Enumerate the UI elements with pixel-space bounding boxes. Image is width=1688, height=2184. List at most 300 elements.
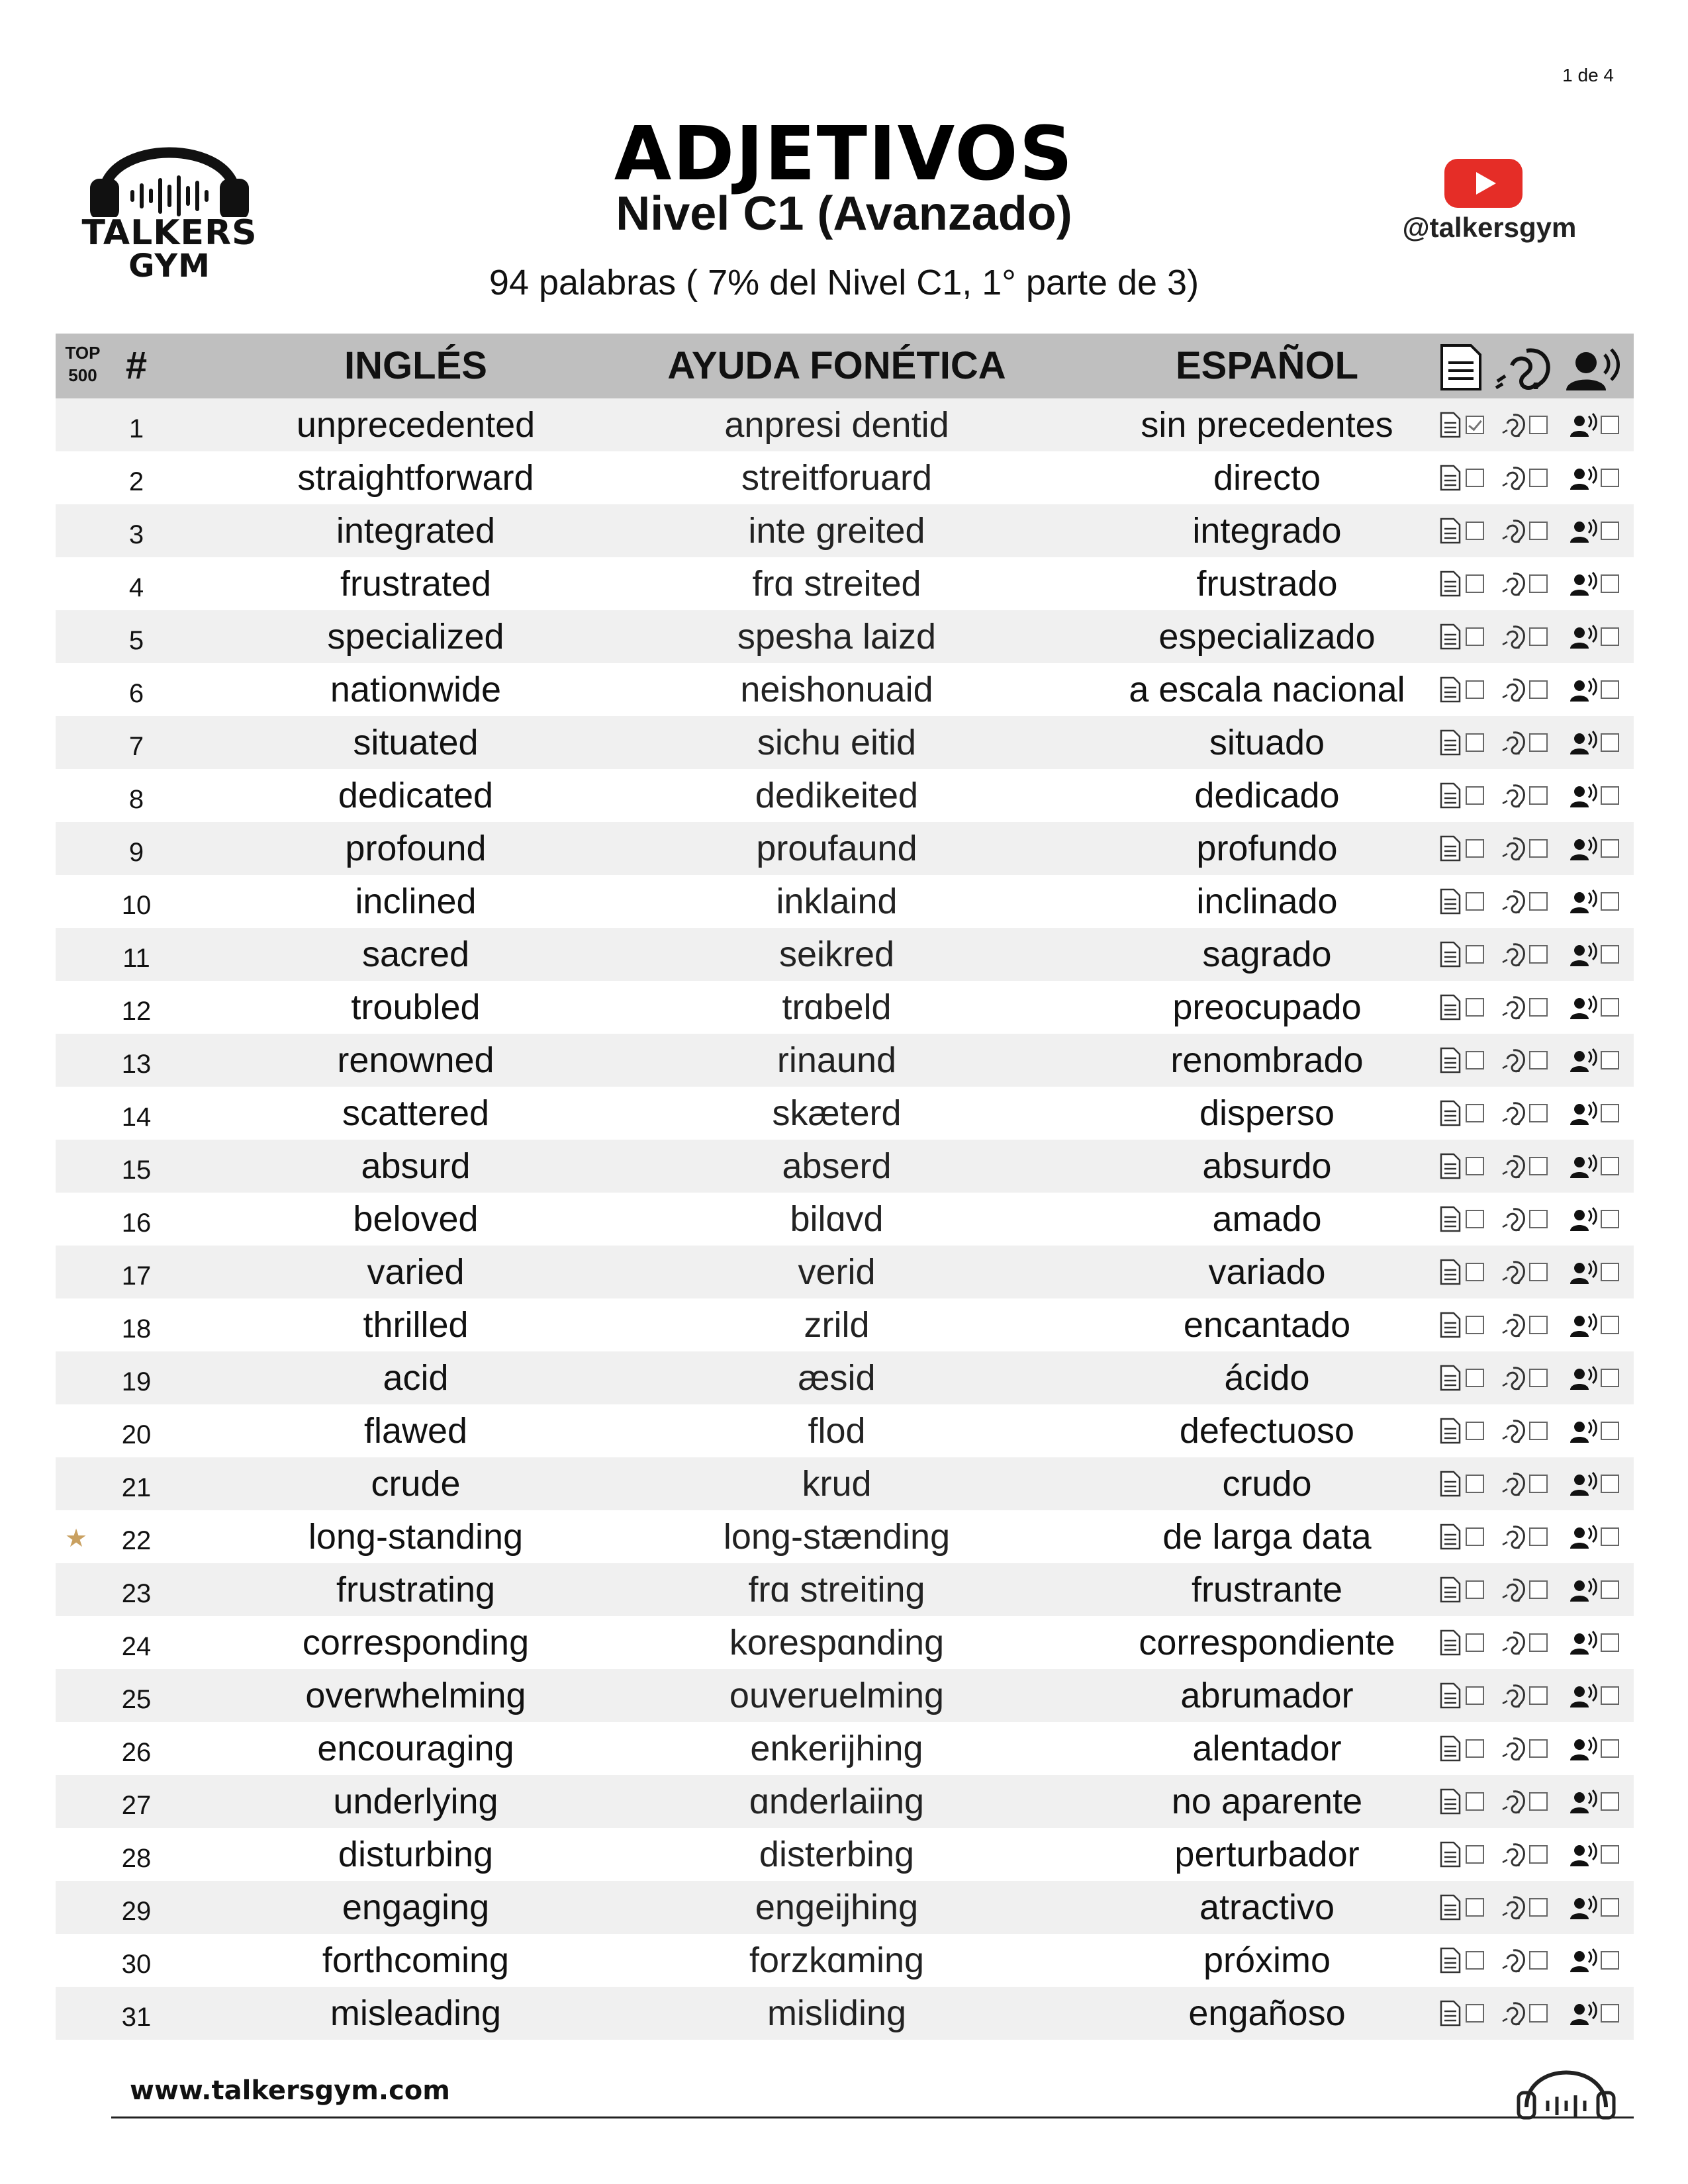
practice-checklist: [1439, 1100, 1631, 1126]
listen-checkbox[interactable]: [1529, 1633, 1548, 1652]
spanish-word: profundo: [1196, 829, 1338, 868]
table-row: [56, 822, 1634, 875]
speaking-person-icon: [1569, 1471, 1598, 1497]
speak-checkbox[interactable]: [1601, 1051, 1619, 1069]
speak-checkbox[interactable]: [1601, 1686, 1619, 1705]
vocabulary-table: [56, 334, 1634, 2040]
spanish-word: alentador: [1192, 1729, 1342, 1768]
row-number: 23: [121, 1579, 152, 1608]
table-row: [56, 1510, 1634, 1563]
english-word: long-standing: [308, 1517, 524, 1557]
table-row: [56, 1669, 1634, 1722]
read-checkbox[interactable]: [1466, 1739, 1484, 1758]
practice-checklist: [1439, 1576, 1631, 1603]
speak-checkbox[interactable]: [1601, 1369, 1619, 1387]
english-word: frustrating: [336, 1570, 496, 1610]
table-row: [56, 557, 1634, 610]
spanish-word: encantado: [1183, 1305, 1351, 1345]
spanish-word: defectuoso: [1179, 1411, 1355, 1451]
row-number: 26: [121, 1738, 152, 1767]
table-row: [56, 875, 1634, 928]
english-word: nationwide: [330, 670, 502, 709]
speak-checkbox[interactable]: [1601, 1422, 1619, 1440]
table-row: [56, 663, 1634, 716]
ear-icon: [1500, 1788, 1526, 1815]
speak-checkbox[interactable]: [1601, 469, 1619, 487]
listen-checkbox[interactable]: [1529, 680, 1548, 699]
phonetic-hint: long-stænding: [723, 1517, 951, 1557]
read-checkbox[interactable]: [1466, 1686, 1484, 1705]
document-icon: [1439, 1788, 1462, 1815]
english-word: overwhelming: [305, 1676, 526, 1715]
listen-checkbox[interactable]: [1529, 1792, 1548, 1811]
number-header: #: [125, 344, 148, 387]
spanish-word: amado: [1212, 1199, 1322, 1239]
table-row: [56, 1193, 1634, 1246]
read-checkbox[interactable]: [1466, 945, 1484, 964]
speak-checkbox[interactable]: [1601, 945, 1619, 964]
row-number: 7: [128, 732, 144, 761]
english-word: flawed: [363, 1411, 468, 1451]
read-checkbox[interactable]: [1466, 1845, 1484, 1864]
youtube-icon[interactable]: [1444, 159, 1523, 208]
speaking-person-icon: [1566, 349, 1618, 390]
read-checkbox[interactable]: [1466, 680, 1484, 699]
phonetic-header: AYUDA FONÉTICA: [667, 344, 1006, 387]
read-checkbox[interactable]: [1466, 574, 1484, 593]
speaking-person-icon: [1569, 412, 1598, 438]
speaking-person-icon: [1569, 729, 1598, 756]
document-icon: [1439, 1894, 1462, 1921]
row-number: 24: [121, 1632, 152, 1661]
listen-checkbox[interactable]: [1529, 1316, 1548, 1334]
ear-icon: [1500, 1629, 1526, 1656]
page-subtitle: Nivel C1 (Avanzado): [616, 187, 1072, 240]
speak-checkbox[interactable]: [1601, 1633, 1619, 1652]
listen-checkbox[interactable]: [1529, 2004, 1548, 2023]
ear-icon: [1500, 1418, 1526, 1444]
listen-checkbox[interactable]: [1529, 1527, 1548, 1546]
document-icon: [1439, 412, 1462, 438]
english-word: forthcoming: [322, 1940, 510, 1980]
read-checkbox[interactable]: [1466, 1263, 1484, 1281]
table-header: [56, 334, 1634, 398]
table-row: [56, 1828, 1634, 1881]
table-row: [56, 1246, 1634, 1298]
read-checkbox[interactable]: [1466, 1898, 1484, 1917]
row-number: 5: [128, 626, 144, 655]
phonetic-hint: misliding: [767, 1993, 907, 2033]
spanish-word: integrado: [1192, 511, 1342, 551]
speak-checkbox[interactable]: [1601, 1845, 1619, 1864]
table-row: [56, 1404, 1634, 1457]
document-icon: [1439, 1206, 1462, 1232]
read-checkbox[interactable]: [1466, 469, 1484, 487]
english-word: dedicated: [338, 776, 494, 815]
phonetic-hint: frɑ streiting: [748, 1570, 925, 1610]
listen-checkbox[interactable]: [1529, 786, 1548, 805]
phonetic-hint: bilɑvd: [790, 1199, 884, 1239]
practice-checklist: [1439, 1047, 1631, 1073]
listen-checkbox[interactable]: [1529, 1739, 1548, 1758]
row-number: 13: [121, 1050, 152, 1079]
footer-logo-icon: [1507, 2054, 1626, 2120]
footer-divider: [111, 2116, 1634, 2118]
listen-checkbox[interactable]: [1529, 1369, 1548, 1387]
row-number: 31: [121, 2003, 152, 2032]
listen-checkbox[interactable]: [1529, 1157, 1548, 1175]
spanish-word: dedicado: [1194, 776, 1340, 815]
table-row: [56, 981, 1634, 1034]
read-checkbox[interactable]: [1466, 1157, 1484, 1175]
speak-checkbox[interactable]: [1601, 1263, 1619, 1281]
row-number: 16: [121, 1208, 152, 1238]
table-row: [56, 1775, 1634, 1828]
speak-checkbox[interactable]: [1601, 574, 1619, 593]
listen-checkbox[interactable]: [1529, 839, 1548, 858]
speaking-person-icon: [1569, 1682, 1598, 1709]
ear-icon: [1500, 994, 1526, 1021]
document-icon: [1439, 1524, 1462, 1550]
read-checkbox[interactable]: [1466, 416, 1484, 434]
speak-checkbox[interactable]: [1601, 1210, 1619, 1228]
document-icon: [1439, 994, 1462, 1021]
read-checkbox[interactable]: [1466, 892, 1484, 911]
table-row: [56, 610, 1634, 663]
row-number: 21: [121, 1473, 152, 1502]
speaking-person-icon: [1569, 782, 1598, 809]
speaking-person-icon: [1569, 1047, 1598, 1073]
row-number: 3: [128, 520, 144, 549]
read-checkbox[interactable]: [1466, 733, 1484, 752]
speaking-person-icon: [1569, 1153, 1598, 1179]
star-icon: ★: [65, 1525, 88, 1553]
table-row: [56, 1351, 1634, 1404]
spanish-word: directo: [1213, 458, 1321, 498]
speak-checkbox[interactable]: [1601, 2004, 1619, 2023]
spanish-word: crudo: [1222, 1464, 1312, 1504]
english-word: acid: [383, 1358, 449, 1398]
read-checkbox[interactable]: [1466, 1792, 1484, 1811]
read-checkbox[interactable]: [1466, 1527, 1484, 1546]
listen-checkbox[interactable]: [1529, 416, 1548, 434]
speaking-person-icon: [1569, 1312, 1598, 1338]
speak-checkbox[interactable]: [1601, 1157, 1619, 1175]
spanish-word: atractivo: [1199, 1888, 1335, 1927]
row-number: 27: [121, 1791, 152, 1820]
english-word: straightforward: [297, 458, 534, 498]
listen-checkbox[interactable]: [1529, 1845, 1548, 1864]
table-row: [56, 1140, 1634, 1193]
read-checkbox[interactable]: [1466, 998, 1484, 1017]
ear-icon: [1500, 1524, 1526, 1550]
table-row: [56, 1087, 1634, 1140]
read-checkbox[interactable]: [1466, 1951, 1484, 1970]
practice-checklist: [1439, 1841, 1631, 1868]
phonetic-hint: spesha laizd: [737, 617, 937, 657]
ear-icon: [1500, 1471, 1526, 1497]
speak-checkbox[interactable]: [1601, 1792, 1619, 1811]
listen-checkbox[interactable]: [1529, 1898, 1548, 1917]
page-title: ADJETIVOS: [614, 111, 1074, 197]
practice-checklist: [1439, 1418, 1631, 1444]
practice-checklist: [1439, 1735, 1631, 1762]
table-row: [56, 1616, 1634, 1669]
english-word: sacred: [361, 934, 470, 974]
english-word: crude: [371, 1464, 461, 1504]
document-icon: [1439, 1365, 1462, 1391]
table-row: [56, 1722, 1634, 1775]
ear-icon: [1500, 1735, 1526, 1762]
read-checkbox[interactable]: [1466, 1316, 1484, 1334]
speaking-person-icon: [1569, 994, 1598, 1021]
table-row: [56, 1298, 1634, 1351]
row-number: 4: [128, 573, 144, 602]
top-label: TOP: [65, 343, 101, 363]
practice-checklist: [1439, 518, 1631, 544]
speak-checkbox[interactable]: [1601, 1739, 1619, 1758]
read-checkbox[interactable]: [1466, 1580, 1484, 1599]
row-number: 2: [128, 467, 144, 496]
speak-checkbox[interactable]: [1601, 1475, 1619, 1493]
listen-checkbox[interactable]: [1529, 1210, 1548, 1228]
listen-checkbox[interactable]: [1529, 574, 1548, 593]
english-word: misleading: [330, 1993, 502, 2033]
row-number: 15: [121, 1156, 152, 1185]
table-row: [56, 769, 1634, 822]
speak-checkbox[interactable]: [1601, 1898, 1619, 1917]
listen-checkbox[interactable]: [1529, 1686, 1548, 1705]
ear-icon: [1500, 1576, 1526, 1603]
read-checkbox[interactable]: [1466, 1369, 1484, 1387]
row-number: 18: [121, 1314, 152, 1343]
practice-checklist: [1439, 1206, 1631, 1232]
english-word: integrated: [336, 511, 496, 551]
phonetic-hint: engeijhing: [755, 1888, 919, 1927]
speak-checkbox[interactable]: [1601, 1527, 1619, 1546]
ear-icon: [1500, 1682, 1526, 1709]
ear-icon: [1500, 729, 1526, 756]
document-icon: [1439, 676, 1462, 703]
ear-icon: [1500, 1312, 1526, 1338]
spanish-word: variado: [1208, 1252, 1326, 1292]
speaking-person-icon: [1569, 1524, 1598, 1550]
read-checkbox[interactable]: [1466, 627, 1484, 646]
listen-checkbox[interactable]: [1529, 1580, 1548, 1599]
speak-checkbox[interactable]: [1601, 680, 1619, 699]
speaking-person-icon: [1569, 676, 1598, 703]
english-word: disturbing: [338, 1835, 494, 1874]
speak-checkbox[interactable]: [1601, 733, 1619, 752]
listen-checkbox[interactable]: [1529, 998, 1548, 1017]
read-checkbox[interactable]: [1466, 1051, 1484, 1069]
practice-checklist: [1439, 1259, 1631, 1285]
speak-checkbox[interactable]: [1601, 892, 1619, 911]
speaking-person-icon: [1569, 1100, 1598, 1126]
ear-icon: [1500, 570, 1526, 597]
speak-checkbox[interactable]: [1601, 627, 1619, 646]
practice-checklist: [1439, 1365, 1631, 1391]
practice-checklist: [1439, 1682, 1631, 1709]
ear-icon: [1500, 1259, 1526, 1285]
english-word: thrilled: [363, 1305, 469, 1345]
practice-checklist: [1439, 782, 1631, 809]
speak-checkbox[interactable]: [1601, 786, 1619, 805]
read-checkbox[interactable]: [1466, 1210, 1484, 1228]
row-number: 14: [121, 1103, 152, 1132]
phonetic-hint: trɑbeld: [782, 987, 892, 1027]
table-row: [56, 928, 1634, 981]
top-count-label: 500: [68, 365, 97, 385]
speak-checkbox[interactable]: [1601, 1580, 1619, 1599]
phonetic-hint: flod: [808, 1411, 866, 1451]
read-checkbox[interactable]: [1466, 1422, 1484, 1440]
row-number: 20: [121, 1420, 152, 1449]
listen-checkbox[interactable]: [1529, 1475, 1548, 1493]
phonetic-hint: forzkɑming: [749, 1940, 925, 1980]
document-icon: [1439, 1047, 1462, 1073]
listen-checkbox[interactable]: [1529, 469, 1548, 487]
listen-checkbox[interactable]: [1529, 892, 1548, 911]
english-word: specialized: [327, 617, 504, 657]
english-word: situated: [353, 723, 479, 762]
document-icon: [1439, 941, 1462, 968]
word-count-caption: 94 palabras ( 7% del Nivel C1, 1° parte de 3): [489, 263, 1199, 302]
spanish-word: sin precedentes: [1141, 405, 1393, 445]
practice-checklist: [1439, 888, 1631, 915]
document-icon: [1439, 623, 1462, 650]
ear-icon: [1500, 1206, 1526, 1232]
listen-checkbox[interactable]: [1529, 1263, 1548, 1281]
spanish-word: absurdo: [1202, 1146, 1332, 1186]
read-checkbox[interactable]: [1466, 1633, 1484, 1652]
speak-checkbox[interactable]: [1601, 1316, 1619, 1334]
practice-checklist: [1439, 1524, 1631, 1550]
speaking-person-icon: [1569, 465, 1598, 491]
document-icon: [1439, 1841, 1462, 1868]
speaking-person-icon: [1569, 1206, 1598, 1232]
document-icon: [1439, 1418, 1462, 1444]
english-word: corresponding: [302, 1623, 530, 1662]
phonetic-hint: verid: [798, 1252, 876, 1292]
document-icon: [1439, 888, 1462, 915]
english-word: encouraging: [317, 1729, 514, 1768]
english-word: profound: [345, 829, 487, 868]
english-word: engaging: [342, 1888, 490, 1927]
practice-checklist: [1439, 1471, 1631, 1497]
phonetic-hint: zrild: [804, 1305, 870, 1345]
read-checkbox[interactable]: [1466, 1104, 1484, 1122]
speak-checkbox[interactable]: [1601, 998, 1619, 1017]
phonetic-hint: rinaund: [776, 1040, 897, 1080]
read-checkbox[interactable]: [1466, 522, 1484, 540]
row-number: 28: [121, 1844, 152, 1873]
table-row: [56, 716, 1634, 769]
document-icon: [1439, 570, 1462, 597]
read-checkbox[interactable]: [1466, 839, 1484, 858]
phonetic-hint: skæterd: [772, 1093, 902, 1133]
english-word: absurd: [361, 1146, 471, 1186]
table-row: [56, 1934, 1634, 1987]
english-word: renowned: [337, 1040, 494, 1080]
listen-checkbox[interactable]: [1529, 522, 1548, 540]
ear-icon: [1500, 888, 1526, 915]
spanish-word: no aparente: [1171, 1782, 1363, 1821]
listen-checkbox[interactable]: [1529, 1104, 1548, 1122]
spanish-word: a escala nacional: [1129, 670, 1405, 709]
ear-icon: [1500, 941, 1526, 968]
table-row: [56, 1881, 1634, 1934]
practice-checklist: [1439, 835, 1631, 862]
speak-checkbox[interactable]: [1601, 522, 1619, 540]
listen-checkbox[interactable]: [1529, 1422, 1548, 1440]
spanish-word: de larga data: [1162, 1517, 1372, 1557]
speaking-person-icon: [1569, 518, 1598, 544]
listen-checkbox[interactable]: [1529, 1951, 1548, 1970]
phonetic-hint: sichu eitid: [757, 723, 917, 762]
phonetic-hint: krud: [802, 1464, 872, 1504]
spanish-word: próximo: [1203, 1940, 1331, 1980]
spanish-word: frustrado: [1196, 564, 1338, 604]
phonetic-hint: dedikeited: [755, 776, 919, 815]
speaking-person-icon: [1569, 1894, 1598, 1921]
row-number: 25: [121, 1685, 152, 1714]
read-checkbox[interactable]: [1466, 1475, 1484, 1493]
read-checkbox[interactable]: [1466, 786, 1484, 805]
footer-url[interactable]: www.talkersgym.com: [130, 2075, 450, 2106]
speak-checkbox[interactable]: [1601, 1951, 1619, 1970]
ear-icon: [1500, 623, 1526, 650]
spanish-word: ácido: [1224, 1358, 1310, 1398]
phonetic-hint: inte greited: [748, 511, 925, 551]
listen-checkbox[interactable]: [1529, 733, 1548, 752]
spanish-word: engañoso: [1188, 1993, 1346, 2033]
speak-checkbox[interactable]: [1601, 1104, 1619, 1122]
table-row: [56, 1563, 1634, 1616]
english-word: varied: [367, 1252, 465, 1292]
practice-checklist: [1439, 1894, 1631, 1921]
spanish-word: renombrado: [1170, 1040, 1364, 1080]
practice-checklist: [1439, 1153, 1631, 1179]
speak-checkbox[interactable]: [1601, 839, 1619, 858]
practice-checklist: [1439, 941, 1631, 968]
document-icon: [1439, 1100, 1462, 1126]
ear-icon: [1496, 350, 1548, 389]
english-word: troubled: [351, 987, 481, 1027]
channel-handle[interactable]: @talkersgym: [1402, 212, 1577, 243]
listen-checkbox[interactable]: [1529, 945, 1548, 964]
document-icon: [1439, 1947, 1462, 1974]
phonetic-hint: ɑnderlaiing: [749, 1782, 925, 1821]
table-row: [56, 1034, 1634, 1087]
ear-icon: [1500, 1841, 1526, 1868]
phonetic-hint: frɑ streited: [752, 564, 921, 604]
speaking-person-icon: [1569, 1365, 1598, 1391]
read-checkbox[interactable]: [1466, 2004, 1484, 2023]
english-word: frustrated: [340, 564, 492, 604]
practice-checklist: [1439, 676, 1631, 703]
row-number: 12: [121, 997, 152, 1026]
spanish-word: abrumador: [1180, 1676, 1354, 1715]
document-icon: [1439, 1153, 1462, 1179]
listen-checkbox[interactable]: [1529, 627, 1548, 646]
speak-checkbox[interactable]: [1601, 416, 1619, 434]
spanish-word: frustrante: [1191, 1570, 1343, 1610]
practice-checklist: [1439, 2000, 1631, 2026]
listen-checkbox[interactable]: [1529, 1051, 1548, 1069]
ear-icon: [1500, 1153, 1526, 1179]
phonetic-hint: streitforuard: [741, 458, 933, 498]
